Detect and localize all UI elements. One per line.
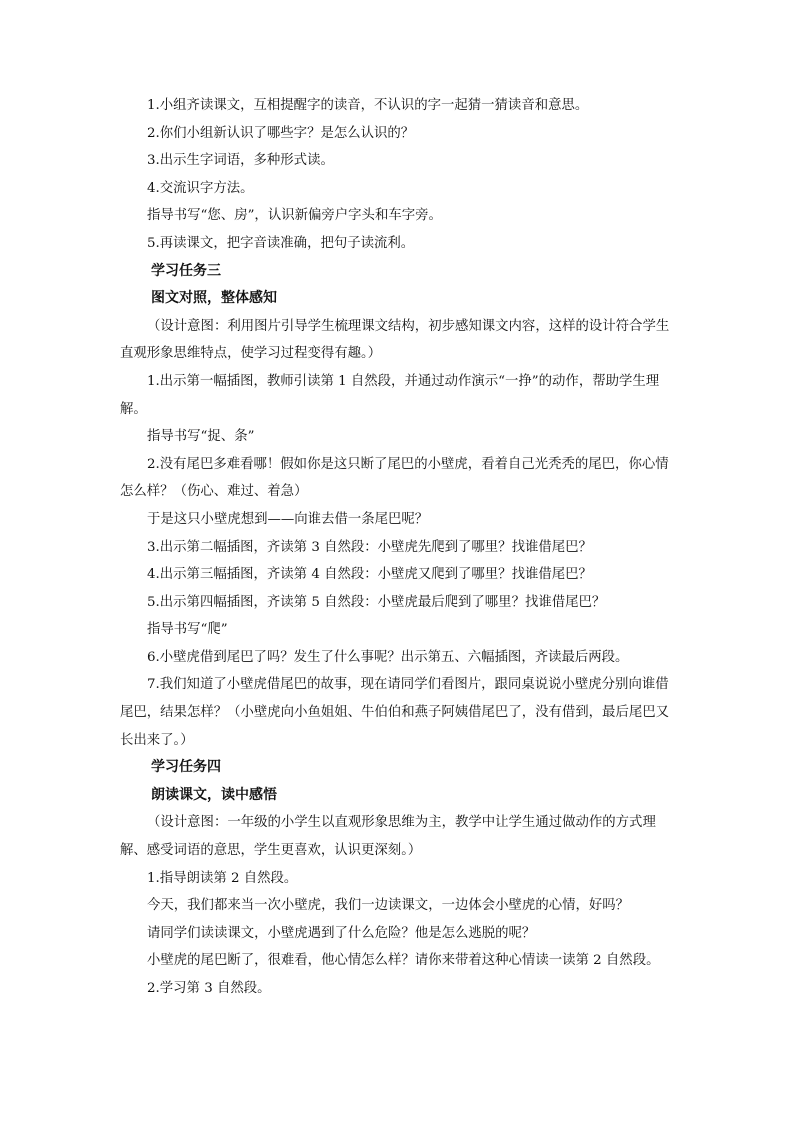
task3-subtitle: 图文对照，整体感知 (151, 290, 277, 307)
step-3: 3.出示生字词语，多种形式读。 (147, 153, 334, 169)
step-1: 1.小组齐读课文，互相提醒字的读音，不认识的字一起猜一猜读音和意思。 (147, 98, 589, 113)
task4-item-1: 1.指导朗读第 2 自然段。 (147, 870, 298, 886)
task3-item-4: 4.出示第三幅插图，齐读第 4 自然段：小壁虎又爬到了哪里？找谁借尾巴？ (147, 567, 592, 583)
step-5: 5.再读课文，把字音读准确，把句子读流利。 (147, 235, 415, 251)
task3-title: 学习任务三 (151, 262, 221, 279)
task4-title: 学习任务四 (151, 759, 221, 776)
task3-item-1-note: 指导书写“捉、条” (147, 429, 255, 445)
step-2: 2.你们小组新认识了哪些字？是怎么认识的？ (147, 125, 415, 141)
task4-item-1-b: 请同学们读读课文，小壁虎遇到了什么危险？他是怎么逃脱的呢？ (147, 925, 536, 941)
task3-item-1: 1.出示第一幅插图，教师引读第 1 自然段，并通过动作演示“一挣”的动作，帮助学生理解。 (120, 373, 660, 417)
document-content (120, 92, 680, 1003)
task3-item-7: 7.我们知道了小壁虎借尾巴的故事，现在请同学们看图片，跟同桌说说小壁虎分别向谁借尾巴，结果怎样？（小壁虎向小鱼姐姐、牛伯伯和燕子阿姨借尾巴了，没有借到，最后尾巴又长出来了。） (120, 677, 670, 748)
task4-subtitle: 朗读课文，读中感悟 (151, 786, 277, 803)
task3-item-5: 5.出示第四幅插图，齐读第 5 自然段：小壁虎最后爬到了哪里？找谁借尾巴？ (147, 594, 606, 610)
task4-item-1-c: 小壁虎的尾巴断了，很难看，他心情怎么样？请你来带着这种心情读一读第 2 自然段。 (147, 953, 660, 969)
task3-item-6: 6.小壁虎借到尾巴了吗？发生了什么事呢？出示第五、六幅插图，齐读最后两段。 (147, 649, 629, 665)
task3-item-2: 2.没有尾巴多难看哪！假如你是这只断了尾巴的小壁虎，看着自己光秃秃的尾巴，你心情怎么样？（伤心、难过、着急） (120, 456, 669, 500)
task3-item-2-note: 于是这只小壁虎想到——向谁去借一条尾巴呢？ (147, 511, 429, 527)
task3-item-5-note: 指导书写“爬” (147, 622, 228, 638)
task4-item-1-a: 今天，我们都来当一次小壁虎，我们一边读课文，一边体会小壁虎的心情，好吗？ (147, 898, 630, 914)
step-4-note: 指导书写“您、房”，认识新偏旁户字头和车字旁。 (147, 208, 442, 224)
task4-item-2: 2.学习第 3 自然段。 (147, 981, 271, 996)
step-4: 4.交流识字方法。 (147, 180, 254, 196)
task3-item-3: 3.出示第二幅插图，齐读第 3 自然段：小壁虎先爬到了哪里？找谁借尾巴？ (147, 539, 592, 555)
task3-design-intent: （设计意图：利用图片引导学生梳理课文结构，初步感知课文内容，这样的设计符合学生直观形象思维特点，使学习过程变得有趣。） (120, 318, 670, 362)
task4-design-intent: （设计意图：一年级的小学生以直观形象思维为主，教学中让学生通过做动作的方式理解、感受词语的意思，学生更喜欢，认识更深刻。） (120, 815, 656, 859)
